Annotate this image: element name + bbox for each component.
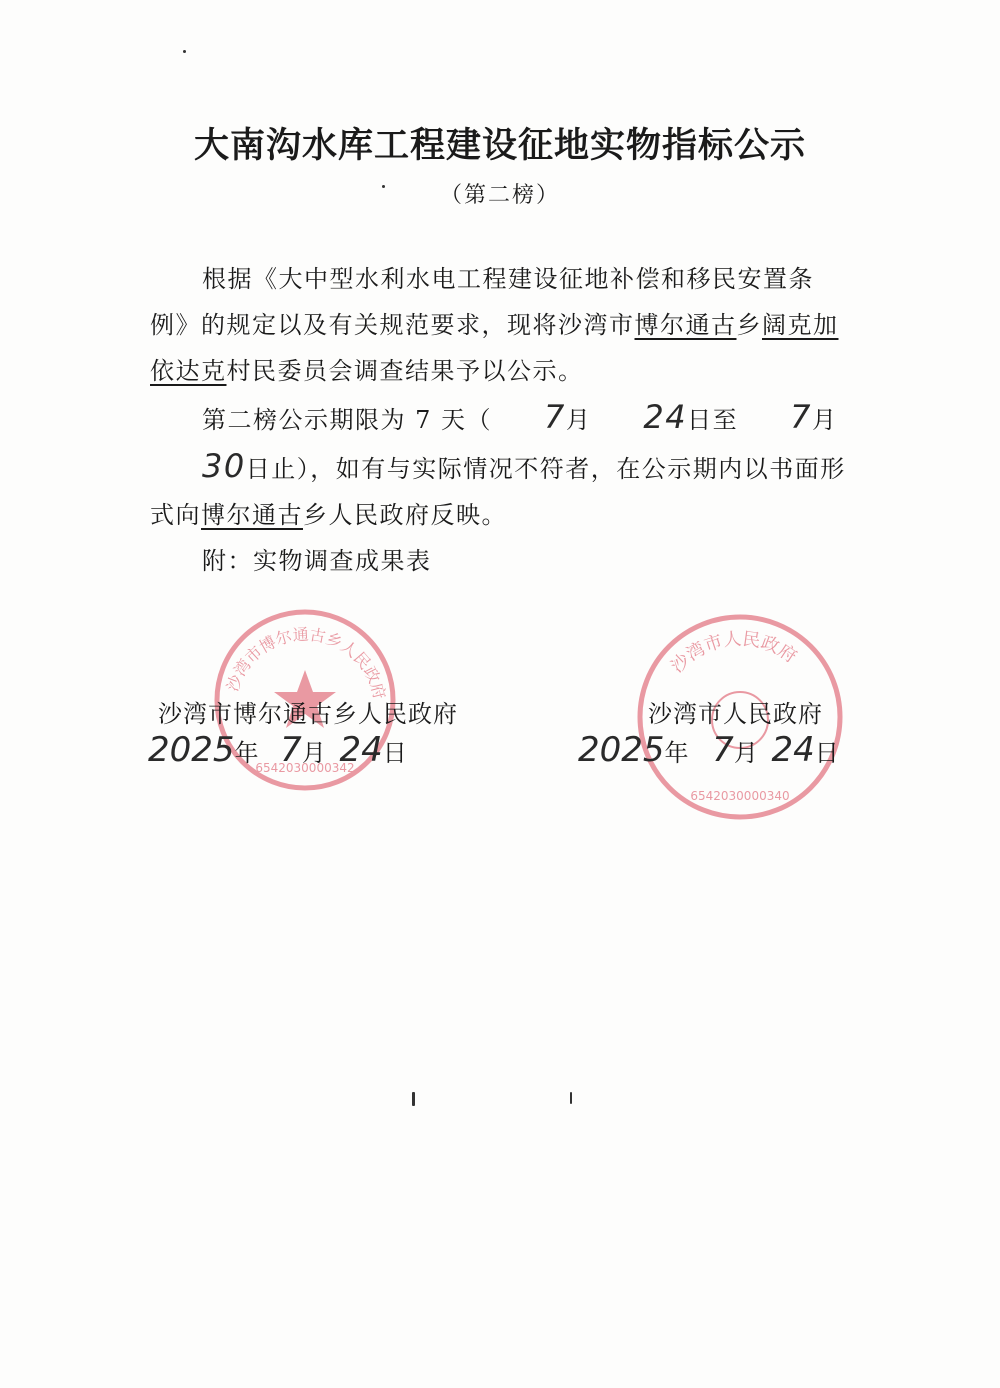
right-day-suffix: 日 (814, 739, 839, 767)
right-year-suffix: 年 (664, 739, 689, 767)
page-title: 大南沟水库工程建设征地实物指标公示 (193, 126, 806, 166)
page-subtitle: （第二榜） (439, 183, 560, 208)
right-seal-code: 6542030000340 (690, 789, 790, 803)
left-handwritten-day: 24 (339, 730, 383, 770)
handwritten-start-month: 7 (544, 398, 566, 436)
town-name: 博尔通古 (634, 311, 737, 339)
town-name-2: 博尔通古 (201, 501, 303, 529)
left-signature-org: 沙湾市博尔通古乡人民政府 (158, 700, 458, 728)
paragraph-basis-text-c: 村民委员会调查结果予以公示。 (226, 357, 584, 385)
village-name: 阔克加依达克 (150, 311, 839, 385)
left-month-suffix: 月 (301, 739, 326, 767)
right-month-suffix: 月 (733, 739, 758, 767)
period-text-d: 乡人民政府反映。 (303, 501, 507, 529)
left-seal-text: 沙湾市博尔通古乡人民政府 (222, 624, 390, 702)
end-month-suffix: 月 (811, 406, 838, 434)
left-handwritten-year: 2025 (148, 730, 235, 770)
handwritten-start-day: 24 (643, 398, 688, 436)
scan-speck (412, 1092, 415, 1106)
handwritten-end-day: 30 (202, 447, 246, 485)
attachment-line: 附：实物调查成果表 (202, 547, 432, 575)
left-seal-code: 6542030000342 (255, 761, 355, 775)
svg-text:沙湾市人民政府 (667, 629, 801, 678)
right-handwritten-year: 2025 (578, 730, 665, 770)
scan-speck (183, 50, 186, 53)
right-signature-org: 沙湾市人民政府 (648, 700, 823, 728)
left-signature-date (148, 730, 407, 770)
right-seal-text: 沙湾市人民政府 (666, 628, 801, 678)
start-month-suffix: 月 (565, 406, 592, 434)
right-signature-date (578, 730, 839, 770)
paragraph-period (150, 394, 850, 538)
handwritten-end-month: 7 (790, 398, 812, 436)
right-handwritten-day: 24 (771, 730, 815, 770)
notice-body (150, 256, 850, 584)
period-text-b: 日至 (687, 406, 739, 434)
paragraph-basis-text-b: 乡 (736, 311, 762, 339)
scan-speck (382, 185, 385, 188)
left-day-suffix: 日 (382, 739, 407, 767)
paragraph-basis-text-a: 根据《大中型水利水电工程建设征地补偿和移民安置条例》的规定以及有关规范要求，现将沙湾市 (150, 265, 814, 339)
paragraph-basis (150, 256, 850, 394)
left-handwritten-month: 7 (280, 730, 302, 770)
period-text-c: 日止），如有与实际情况不符者，在公示期内以书面形式向 (150, 455, 846, 529)
period-text-a: 第二榜公示期限为 7 天（ (202, 406, 493, 434)
right-handwritten-month: 7 (712, 730, 734, 770)
scan-speck (570, 1092, 572, 1104)
left-year-suffix: 年 (234, 739, 259, 767)
